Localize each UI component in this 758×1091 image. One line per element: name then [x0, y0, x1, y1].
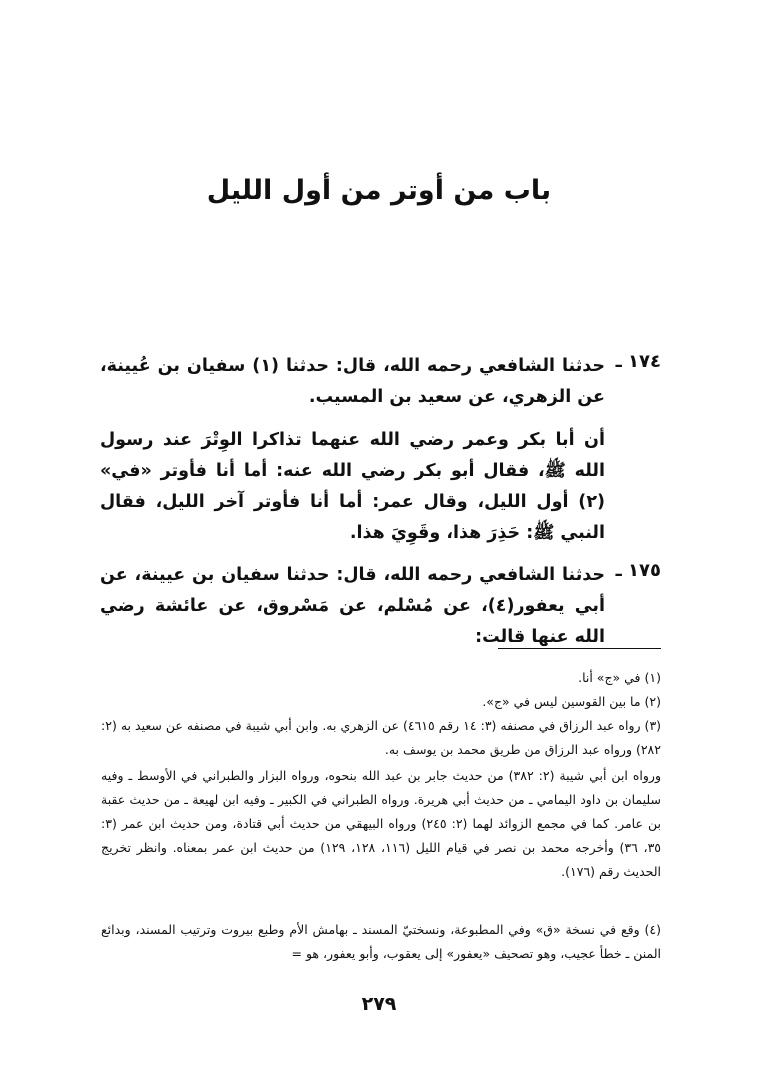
footnote-1: (١) في «ج» أنا.: [578, 670, 661, 685]
footnote-separator: [498, 648, 661, 649]
footnote-4: (٤) وقع في نسخة «ق» وفي المطبوعة، ونسختيّ المسند ـ بهامش الأم وطبع بيروت وترتيب المسند، وبدائع المنن ـ خطأ عجيب، وهو تصحيف «يعفور» إلى يعقوب، وأبو يعفور، هو =: [101, 922, 661, 961]
footnote-3-continued: ورواه ابن أبي شيبة (٢: ٣٨٢) من حديث جابر بن عبد الله بنحوه، ورواه البزار والطبراني في الأوسط ـ وفيه سليمان بن داود اليمامي ـ من حديث أبي هريرة. ورواه الطبراني في الكبير ـ وفيه ابن لهيعة ـ من حديث عقبة بن عامر. كما في مجمع الزوائد لهما (٢: ٢٤٥) ورواه البيهقي من حديث أبي قتادة، ومن حديث ابن عمر (٣: ٣٥، ٣٦) وأخرجه محمد بن نصر في قيام الليل (١١٦، ١٢٨، ١٢٩) من حديث ابن عمر بمعناه. وانظر تخريج الحديث رقم (١٧٦).: [101, 768, 662, 879]
hadith-174-isnad: حدثنا الشافعي رحمه الله، قال: حدثنا (١) سفيان بن عُيينة، عن الزهري، عن سعيد بن المسيب.: [100, 356, 605, 407]
page-number: ٢٧٩: [361, 993, 397, 1015]
footnote-2: (٢) ما بين القوسين ليس في «ج».: [482, 694, 661, 709]
chapter-title: باب من أوتر من أول الليل: [206, 175, 552, 206]
footnote-3: (٣) رواه عبد الرزاق في مصنفه (٣: ١٤ رقم ٤٦١٥) عن الزهري به. وابن أبي شيبة في مصنفه عن سعيد به (٢: ٢٨٢) ورواه عبد الرزاق من طريق محمد بن يوسف به.: [101, 718, 662, 757]
hadith-174-matn: أن أبا بكر وعمر رضي الله عنهما تذاكرا الوِتْرَ عند رسول الله ﷺ، فقال أبو بكر رضي الله عنه: أما أنا فأوتر «في» (٢) أول الليل، وقال عمر: أما أنا فأوتر آخر الليل، فقال النبي ﷺ: حَذِرَ هذا، وقَوِيَ هذا.: [100, 430, 605, 543]
hadith-number-175: ١٧٥ ـ: [615, 560, 661, 581]
hadith-number-174: ١٧٤ ـ: [615, 351, 661, 372]
hadith-175-isnad: حدثنا الشافعي رحمه الله، قال: حدثنا سفيان بن عيينة، عن أبي يعفور(٤)، عن مُسْلم، عن مَسْروق، عن عائشة رضي الله عنها قالت:: [100, 565, 605, 647]
